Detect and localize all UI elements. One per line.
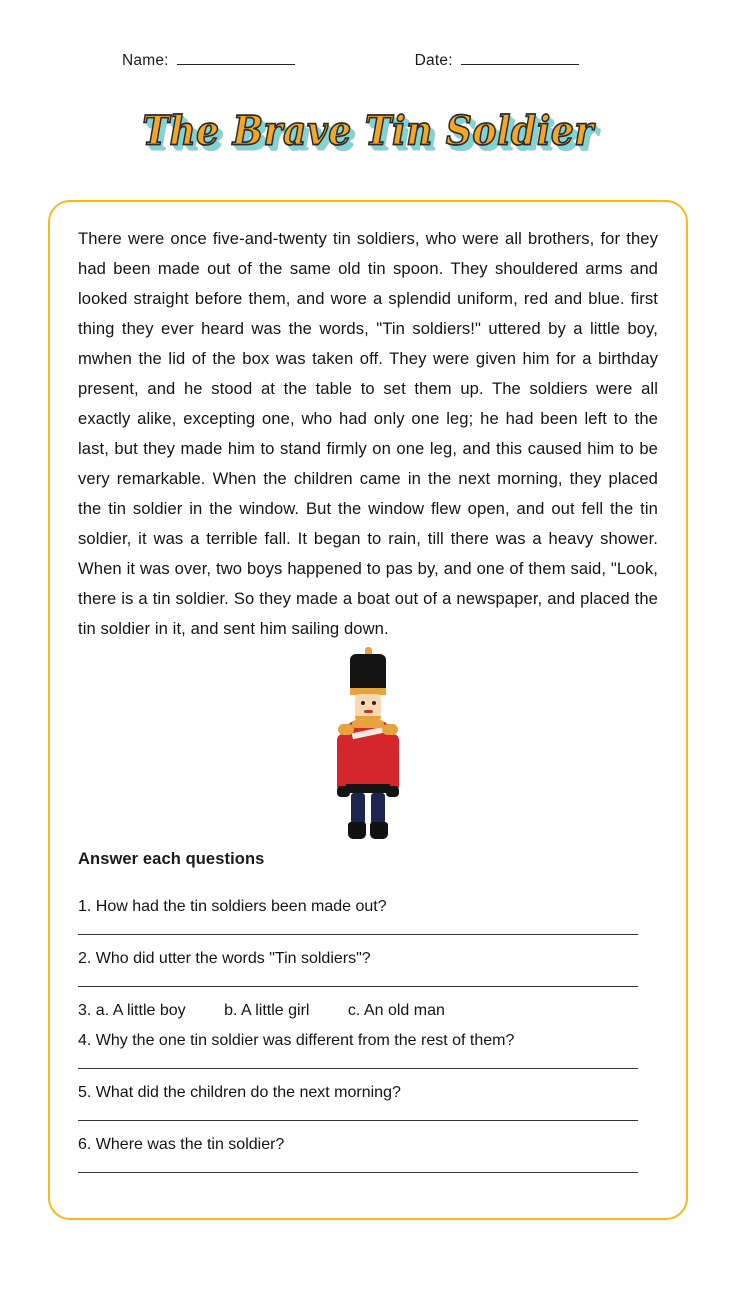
question-3-prefix: 3. [78, 1002, 92, 1019]
mouth-icon [364, 710, 373, 713]
question-5: 5. What did the children do the next morning? [78, 1084, 401, 1101]
date-field-group [415, 52, 579, 70]
belt-icon [346, 784, 390, 793]
left-boot-icon [348, 822, 366, 839]
collar-icon [352, 720, 384, 728]
name-field-group [122, 52, 295, 70]
right-epaulet-icon [382, 724, 398, 735]
name-input-blank[interactable] [177, 63, 295, 65]
name-label: Name: [122, 52, 169, 69]
date-label: Date: [414, 52, 453, 69]
illustration-container [78, 654, 658, 844]
questions-heading: Answer each questions [78, 850, 265, 868]
answer-line-4[interactable] [78, 1067, 638, 1069]
story-paragraph: There were once five-and-twenty tin soldiers, who were all brothers, for they had been made out of the same old tin spoon. They shouldered arms and looked straight before them, and wore a splendid uniform, red and blue. first thing they ever heard was the words, "Tin soldiers!" uttered by a little boy, mwhen the lid of the box was taken off. They were given him for a birthday present, and he stood at the table to set them up. The soldiers were all exactly alike, excepting one, who had only one leg; he had been left to the last, but they made him to stand firmly on one leg, and this caused him to be very remarkable. When the children came in the next morning, they placed the tin soldier in the window. But the window flew open, and out fell the tin soldier, it was a terrible fall. It began to rain, till there was a heavy shower. When it was over, two boys happened to pas by, and one of them said, "Look, there is a tin soldier. So they made a boat out of a newspaper, and placed the tin soldier in it, and sent him sailing down. [78, 229, 658, 638]
worksheet-header [0, 0, 736, 70]
answer-line-1[interactable] [78, 933, 638, 935]
answer-line-5[interactable] [78, 1119, 638, 1121]
question-2: 2. Who did utter the words "Tin soldiers"? [78, 950, 371, 967]
page-title: The Brave Tin Soldier [142, 107, 594, 155]
right-boot-icon [370, 822, 388, 839]
question-3-choices [78, 999, 658, 1023]
right-eye-icon [372, 701, 376, 705]
tin-soldier-illustration [322, 654, 414, 840]
choice-a[interactable]: a. A little boy [95, 1002, 186, 1019]
question-6: 6. Where was the tin soldier? [78, 1136, 285, 1153]
left-epaulet-icon [338, 724, 354, 735]
left-eye-icon [361, 701, 365, 705]
face-icon [355, 694, 381, 718]
choice-c[interactable]: c. An old man [347, 1002, 445, 1019]
question-1: 1. How had the tin soldiers been made out? [78, 898, 387, 915]
title-container [0, 107, 736, 168]
answer-line-2[interactable] [78, 985, 638, 987]
worksheet-card [48, 200, 688, 1220]
date-input-blank[interactable] [461, 63, 579, 65]
question-4: 4. Why the one tin soldier was different from the rest of them? [78, 1032, 515, 1049]
choice-b[interactable]: b. A little girl [224, 1002, 310, 1019]
answer-line-6[interactable] [78, 1171, 638, 1173]
